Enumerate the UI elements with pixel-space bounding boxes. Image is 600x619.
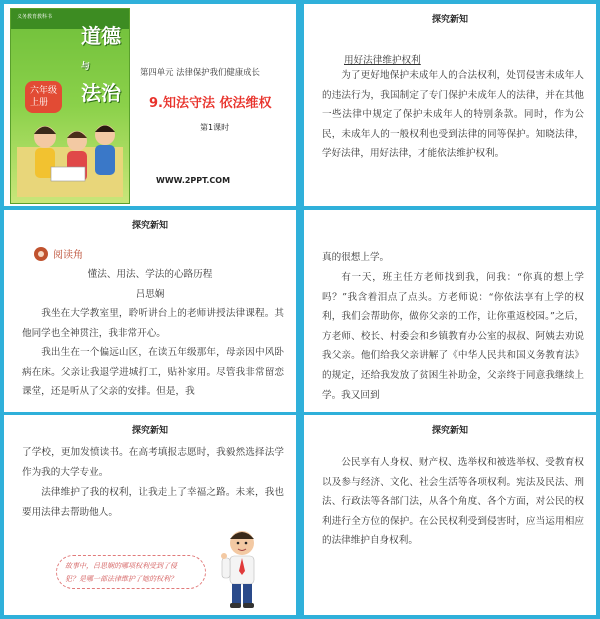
article-title: 懂法、用法、学法的心路历程 [87, 269, 213, 280]
body-paragraph-continued: 真的很想上学。 [322, 252, 390, 263]
book-grade-2: 上册 [30, 98, 49, 108]
article-author: 吕思娴 [135, 289, 165, 300]
slide-heading: 探究新知 [131, 426, 168, 436]
reading-corner-tag [34, 246, 83, 261]
textbook-cover-image [10, 8, 130, 204]
slide-heading: 探究新知 [131, 221, 168, 231]
slide-heading: 探究新知 [431, 426, 468, 436]
unit-title: 第四单元 法律保护我们健康成长 [140, 67, 260, 77]
slide-explore-1[interactable] [304, 4, 596, 206]
question-line-1: 故事中，吕思娴的哪项权利受到了侵 [65, 562, 177, 570]
body-paragraph: 公民享有人身权、财产权、选举权和被选举权、受教育权以及参与经济、文化、社会生活等各项权利。宪法及民法、刑法、行政法等各部门法，从各个角度、各个方面，对公民的权利进行全方位的保护。在公民权利受到侵害时，应当运用相应的法律维护自身权利。 [322, 457, 584, 547]
book-title-1: 道德 [81, 24, 121, 48]
book-title-mid: 与 [81, 62, 91, 72]
body-paragraph: 有一天，班主任方老师找到我，问我：“你真的想上学吗？”我含着泪点了点头。方老师说：“你依法享有上学的权利，我们会帮助你，做你父亲的工作，让你重返校园。”之后，方老师、校长、村委会和乡镇教育办公室的叔叔、阿姨去劝说我父亲。他们给我父亲讲解了《中华人民共和国义务教育法》的规定，还给我发放了贫困生补助金，父亲终于同意我继续上学。我又回到 [322, 272, 584, 401]
slide-explore-4[interactable] [4, 415, 296, 615]
book-grade-1: 六年级 [30, 86, 58, 96]
book-title-2: 法治 [81, 81, 121, 105]
book-title [81, 23, 127, 106]
body-paragraph-1: 我坐在大学教室里，聆听讲台上的老师讲授法律课程。其他同学也全神贯注，我非常开心。 [22, 308, 284, 339]
body-paragraph: 法律维护了我的权利，让我走上了幸福之路。未来，我也要用法律去帮助他人。 [22, 487, 284, 518]
slide-explore-5[interactable] [304, 415, 596, 615]
question-bubble [56, 555, 206, 589]
question-line-2: 犯？是哪一部法律维护了她的权利？ [65, 575, 177, 583]
slide-explore-3[interactable] [304, 210, 596, 412]
section-subtitle: 用好法律维护权利 [344, 55, 421, 66]
slide-explore-2[interactable] [4, 210, 296, 412]
boy-illustration [216, 527, 268, 609]
period-label: 第1课时 [200, 123, 230, 132]
body-paragraph-2: 我出生在一个偏远山区，在读五年级那年，母亲因中风卧病在床。父亲让我退学进城打工，贴补家用。尽管我非常留恋课堂，还是听从了父亲的安排。但是，我 [22, 347, 284, 398]
site-url: WWW.2PPT.COM [156, 176, 231, 185]
slide-heading: 探究新知 [431, 15, 468, 25]
lesson-title: 9.知法守法 依法维权 [149, 96, 272, 111]
body-paragraph: 为了更好地保护未成年人的合法权利，处罚侵害未成年人的违法行为，我国制定了专门保护未成年人的法律，并在其他一些法律中规定了保护未成年人的特别条款。同时，作为公民，未成年人的一般权利也受到法律的同等保护。知晓法律，学好法律，用好法律，才能依法维护权利。 [322, 70, 584, 160]
slide-cover[interactable] [4, 4, 296, 206]
reading-corner-label: 阅读角 [53, 250, 83, 261]
body-paragraph-continued: 了学校，更加发愤读书。在高考填报志愿时，我毅然选择法学作为我的大学专业。 [22, 447, 284, 478]
reading-corner-icon [34, 247, 48, 261]
children-illustration [17, 107, 123, 197]
book-logo: 义务教育教科书 [17, 14, 53, 20]
